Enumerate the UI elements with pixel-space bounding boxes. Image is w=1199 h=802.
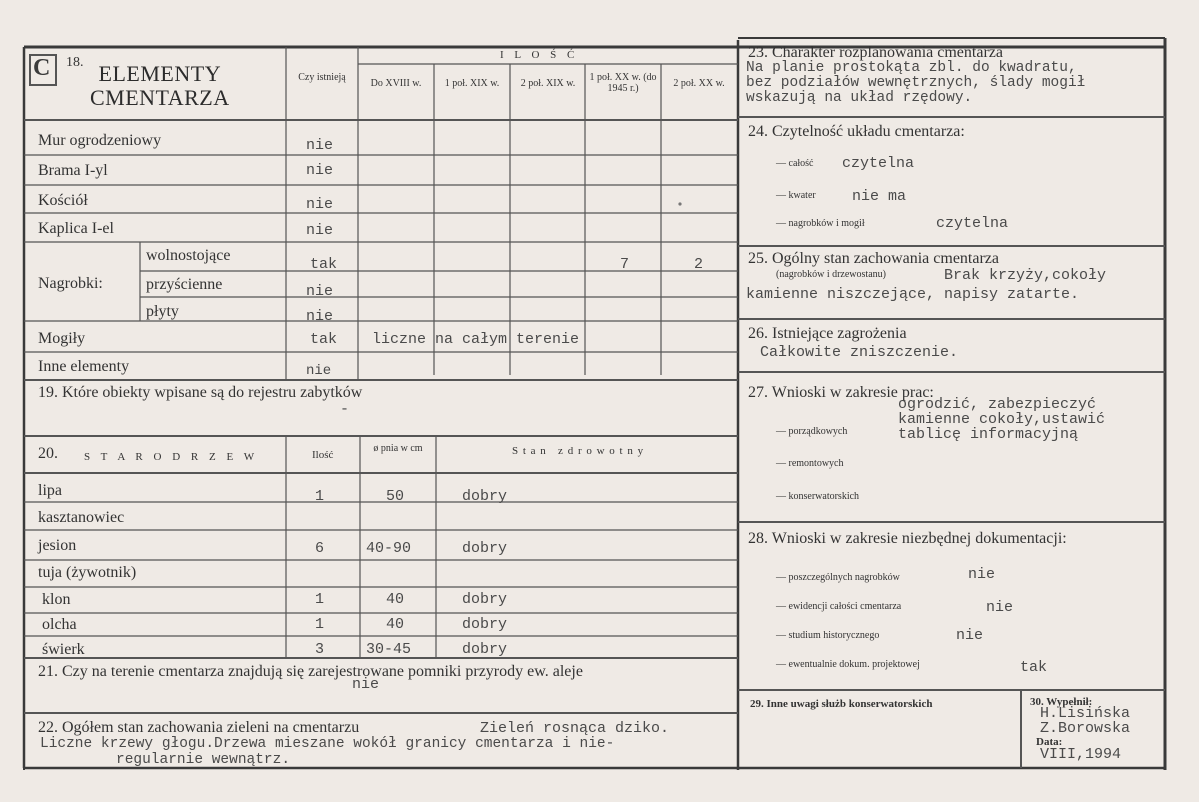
s19-label: 19. Które obiekty wpisane są do rejestru zabytków — [38, 384, 363, 401]
s20-diam-header: ø pnia w cm — [373, 443, 423, 454]
period-header: Do XVIII w. — [370, 78, 422, 89]
tree-qty: 1 — [315, 616, 325, 633]
tree-name: świerk — [42, 642, 85, 657]
tree-diam: 50 — [386, 488, 405, 505]
s29-label: 29. Inne uwagi służb konserwatorskich — [750, 698, 933, 710]
ilosc-header: I L O Ś Ć — [500, 49, 579, 61]
row-label: Mogiły — [38, 330, 86, 347]
s22-value-line2: Liczne krzewy głogu.Drzewa mieszane wokół granicy cmentarza i nie- — [40, 736, 615, 752]
tree-name: lipa — [38, 482, 62, 499]
row-exists: tak — [310, 256, 338, 273]
s30-label: 30. Wypełnił: — [1030, 696, 1093, 708]
s19-value: - — [340, 401, 350, 418]
s27-label: 27. Wnioski w zakresie prac: — [748, 384, 934, 401]
tree-qty: 3 — [315, 642, 325, 657]
s25-value-line2: kamienne niszczejące, napisy zatarte. — [746, 286, 1080, 303]
s28-item-value: nie — [986, 599, 1014, 616]
tree-name: tuja (żywotnik) — [38, 564, 137, 581]
exists-col-header: Czy istnieją — [298, 72, 346, 83]
s28-label: 28. Wnioski w zakresie niezbędnej dokumentacji: — [748, 530, 1067, 547]
row-exists: nie — [306, 283, 334, 300]
s28-item-value: nie — [968, 566, 996, 583]
row-label: Kościół — [38, 192, 88, 209]
s27-porz-value: ogrodzić, zabezpieczyć kamienne cokoły,ustawić tablicę informacyjną — [898, 396, 1106, 443]
elements-number: 18. — [66, 55, 84, 70]
section-letter: C — [33, 55, 51, 81]
s22-value-line3: regularnie wewnątrz. — [116, 752, 291, 768]
row-note: liczne na całym terenie — [372, 331, 580, 348]
row-label: wolnostojące — [146, 247, 231, 264]
s26-value: Całkowite zniszczenie. — [760, 344, 959, 361]
row-exists: nie — [306, 222, 334, 239]
tree-health: dobry — [462, 616, 508, 633]
row-label: Kaplica I-el — [38, 220, 114, 237]
tree-name: klon — [42, 591, 71, 608]
nagrobki-label: Nagrobki: — [38, 275, 103, 292]
s21-label: 21. Czy na terenie cmentarza znajdują się zarejestrowane pomniki przyrody ew. aleje — [38, 663, 583, 680]
s20-number: 20. — [38, 445, 58, 462]
wolnostojace-count-2pol: 2 — [694, 256, 704, 273]
wolnostojace-count-1945: 7 — [620, 256, 630, 273]
s24-item-label: — kwater — [776, 190, 816, 201]
row-exists: tak — [310, 331, 338, 348]
row-exists: nie — [306, 196, 334, 213]
s30-names: H.Lisińska Z.Borowska — [1040, 705, 1131, 737]
tree-diam: 40 — [386, 591, 405, 608]
s26-label: 26. Istniejące zagrożenia — [748, 325, 907, 342]
row-label: Brama I-yl — [38, 162, 108, 179]
s27-kons-label: — konserwatorskich — [776, 491, 860, 502]
s21-value: nie — [352, 676, 380, 693]
s25-sublabel: (nagrobków i drzewostanu) — [776, 269, 886, 280]
tree-health: dobry — [462, 591, 508, 608]
s25-label: 25. Ogólny stan zachowania cmentarza — [748, 250, 1000, 267]
period-header: 1 poł. XX w. (do 1945 r.) — [589, 72, 657, 94]
row-label: Inne elementy — [38, 358, 130, 375]
tree-diam: 40-90 — [366, 540, 412, 557]
s20-title: S T A R O D R Z E W — [84, 451, 259, 463]
s27-rem-label: — remontowych — [776, 458, 844, 469]
s28-item-label: — poszczególnych nagrobków — [776, 572, 900, 583]
tree-diam: 30-45 — [366, 642, 412, 657]
s24-item-label: — całość — [776, 158, 814, 169]
s28-item-label: — studium historycznego — [776, 630, 880, 641]
tree-name: olcha — [42, 616, 77, 633]
tree-health: dobry — [462, 642, 508, 657]
period-header: 2 poł. XX w. — [673, 78, 725, 89]
s24-item-label: — nagrobków i mogił — [776, 218, 865, 229]
tree-qty: 6 — [315, 540, 325, 557]
row-exists: nie — [306, 137, 334, 154]
s24-item-value: czytelna — [936, 215, 1009, 232]
s24-item-value: czytelna — [842, 155, 915, 172]
period-header: 1 poł. XIX w. — [444, 78, 500, 89]
row-label: przyścienne — [146, 276, 223, 293]
tree-health: dobry — [462, 488, 508, 505]
tree-diam: 40 — [386, 616, 405, 633]
s20-health-header: S t a n z d r o w o t n y — [512, 445, 645, 457]
s23-label: 23. Charakter rozplanowania cmentarza — [748, 44, 1003, 61]
row-exists: nie — [306, 162, 334, 179]
ink-dot — [678, 202, 681, 205]
s30-date: VIII,1994 — [1040, 746, 1122, 763]
tree-health: dobry — [462, 540, 508, 557]
s25-value-line1: Brak krzyży,cokoły — [944, 267, 1107, 284]
tree-qty: 1 — [315, 488, 325, 505]
s20-qty-header: Ilość — [312, 449, 334, 461]
row-label: Mur ogrodzeniowy — [38, 132, 162, 149]
tree-qty: 1 — [315, 591, 325, 608]
period-header: 2 poł. XIX w. — [520, 78, 576, 89]
elements-title: ELEMENTY CMENTARZA — [90, 61, 230, 110]
s28-item-label: — ewidencji całości cmentarza — [776, 601, 902, 612]
row-label: płyty — [146, 303, 179, 320]
row-exists: nie — [306, 308, 334, 325]
s23-value: Na planie prostokąta zbl. do kwadratu, bez podziałów wewnętrznych, ślady mogił wskazują na układ rzędowy. — [746, 60, 1086, 106]
s24-item-value: nie ma — [852, 188, 907, 205]
s24-label: 24. Czytelność układu cmentarza: — [748, 123, 965, 140]
tree-name: jesion — [38, 537, 77, 554]
s28-item-value: nie — [956, 627, 984, 644]
s28-item-label: — ewentualnie dokum. projektowej — [776, 659, 920, 670]
s30-date-label: Data: — [1036, 736, 1063, 748]
s22-value-line1: Zieleń rosnąca dziko. — [480, 720, 670, 737]
tree-name: kasztanowiec — [38, 509, 125, 526]
s22-label: 22. Ogółem stan zachowania zieleni na cmentarzu — [38, 719, 360, 736]
s28-item-value: tak — [1020, 659, 1048, 676]
s27-porz-label: — porządkowych — [776, 426, 848, 437]
row-exists: nie — [306, 364, 332, 377]
